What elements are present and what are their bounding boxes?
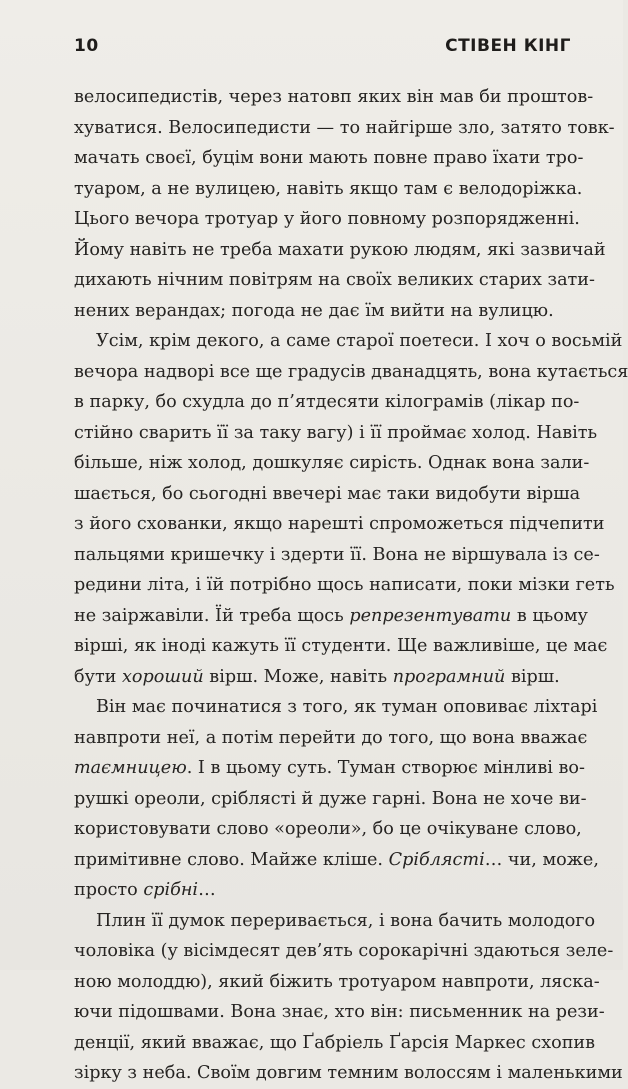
text-line: Цього вечора тротуар у його повному розпорядженні. (74, 209, 580, 229)
text-line: таємницею. І в цьому суть. Туман створює мінливі во- (74, 758, 585, 778)
text-line: Йому навіть не треба махати рукою людям, які зазвичай (74, 239, 606, 260)
text-line: шається, бо сьогодні ввечері має таки видобути вірша (74, 483, 581, 504)
text-line: не заіржавіли. Їй треба щось репрезентувати в цьому (74, 605, 588, 626)
paragraph (74, 326, 628, 692)
italic-emphasis: хороший (122, 666, 204, 687)
text-line: примітивне слово. Майже кліше. Сріблясті… чи, може, (74, 849, 599, 870)
text-line: пальцями кришечку і здерти її. Вона не віршувала із се- (74, 544, 600, 565)
text-line: більше, ніж холод, дошкуляє сирість. Однак вона зали- (74, 453, 590, 473)
text-line: просто срібні… (74, 880, 216, 900)
paragraph (74, 692, 599, 906)
text-line: хуватися. Велосипедисти — то найгірше зло, затято товк- (74, 117, 615, 138)
page-number: 10 (74, 36, 99, 56)
text-line: нених верандах; погода не дає їм вийти на вулицю. (74, 300, 554, 321)
text-line: чоловіка (у вісімдесят дев’ять сорокарічні здаються зеле- (74, 941, 614, 961)
text-line: Плин її думок переривається, і вона бачить молодого (96, 910, 596, 931)
text-line: навпроти неї, а потім перейти до того, що вона вважає (74, 727, 588, 748)
text-line: Він має починатися з того, як туман оповиває ліхтарі (96, 697, 598, 717)
text-line: мачать своєї, буцім вони мають повне право їхати тро- (74, 148, 584, 168)
text-line: Усім, крім декого, а саме старої поетеси. І хоч о восьмій (96, 331, 623, 351)
text-line: вечора надворі все ще градусів дванадцять, вона кутається (74, 361, 628, 382)
text-line: туаром, а не вулицею, навіть якщо там є велодоріжка. (74, 178, 583, 199)
text-line: вірші, як іноді кажуть її студенти. Ще важливіше, це має (74, 636, 608, 656)
text-line: користовувати слово «ореоли», бо це очікуване слово, (74, 819, 582, 839)
text-line: велосипедистів, через натовп яких він мав би проштов- (74, 87, 594, 107)
text-line: в парку, бо схудла до п’ятдесяти кілограмів (лікар по- (74, 392, 580, 412)
body-text (74, 82, 628, 1089)
text-line: зірку з неба. Своїм довгим темним волоссям і маленькими (74, 1063, 623, 1083)
italic-emphasis: репрезентувати (349, 605, 512, 626)
running-head: СТІВЕН КІНГ (445, 36, 571, 56)
text-line: денції, який вважає, що Ґабріель Ґарсія Маркес схопив (74, 1032, 596, 1053)
page-header (74, 36, 571, 60)
text-line: дихають нічним повітрям на своїх великих старих зати- (74, 270, 595, 290)
text-line: ною молоддю), який біжить тротуаром навпроти, ляска- (74, 971, 600, 992)
italic-emphasis: Сріблясті (388, 849, 485, 870)
text-line: рушкі ореоли, сріблясті й дуже гарні. Вона не хоче ви- (74, 788, 587, 809)
text-line: редини літа, і їй потрібно щось написати, поки мізки геть (74, 575, 615, 595)
paragraph (74, 906, 623, 1089)
italic-emphasis: таємницею (74, 758, 187, 778)
text-line: з його схованки, якщо нарешті спроможеться підчепити (74, 514, 605, 534)
text-line: ючи підошвами. Вона знає, хто він: письменник на рези- (74, 1002, 605, 1022)
text-line: стійно сварить її за таку вагу) і її проймає холод. Навіть (74, 422, 598, 443)
paragraph (74, 82, 615, 326)
italic-emphasis: програмний (392, 666, 506, 687)
italic-emphasis: срібні (143, 880, 199, 900)
text-line: бути хороший вірш. Може, навіть програмний вірш. (74, 666, 560, 687)
